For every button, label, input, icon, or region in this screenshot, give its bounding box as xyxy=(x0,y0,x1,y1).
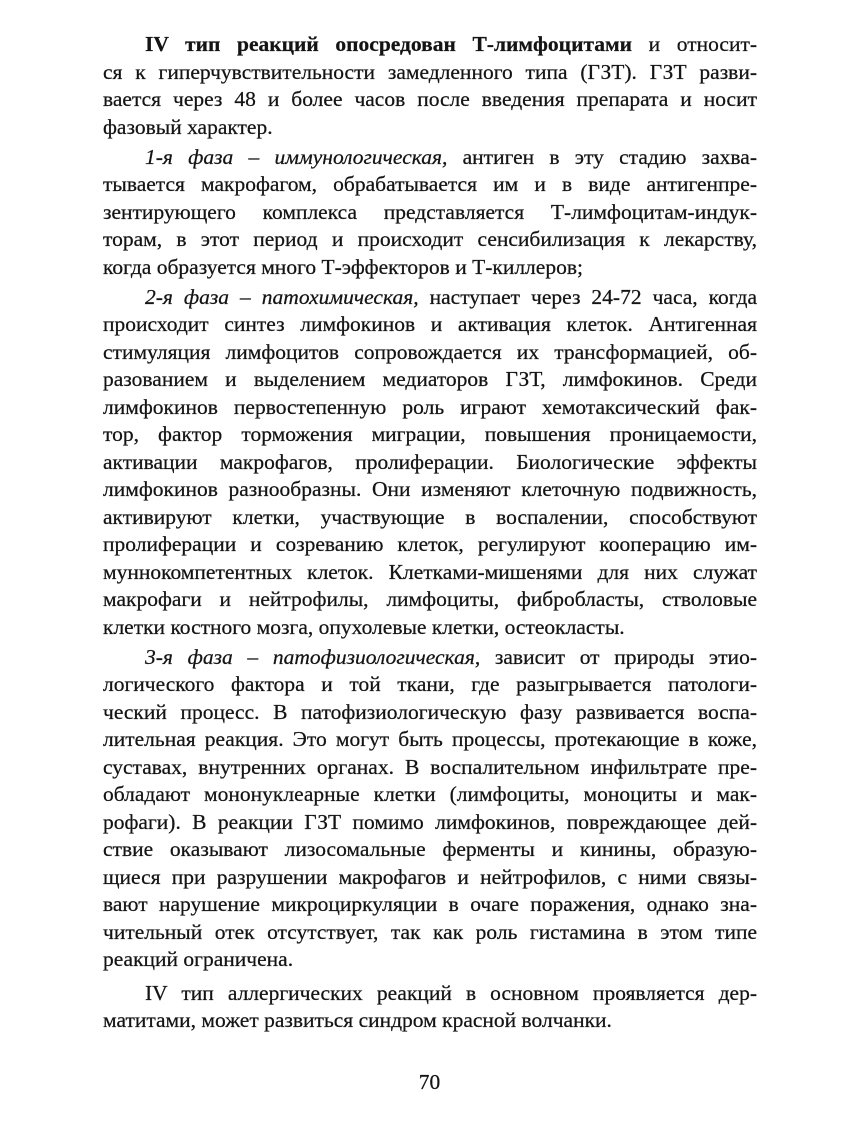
text-line: торам, в этот период и происходит сенсибилизация к лекарству, xyxy=(103,227,757,251)
paragraph-phase-3 xyxy=(103,644,757,974)
text-line xyxy=(103,144,757,172)
paragraph-phase-1 xyxy=(103,144,757,282)
text-line: ся к гиперчувствительности замедленного типа (ГЗТ). ГЗТ разви- xyxy=(103,59,757,84)
text-line: тор, фактор торможения миграции, повышения проницаемости, xyxy=(103,422,757,446)
text-line: вают нарушение микроциркуляции в очаге поражения, однако зна- xyxy=(103,892,757,916)
body-text xyxy=(103,31,757,1035)
text-line: разованием и выделением медиаторов ГЗТ, лимфокинов. Среди xyxy=(103,367,757,391)
text-line xyxy=(103,644,757,672)
text-line: тывается макрофагом, обрабатывается им и в виде антигенпре- xyxy=(103,172,757,196)
line-text: антиген в эту стадию захва- xyxy=(447,144,757,169)
phase-title: 3-я фаза – патофизиологическая, xyxy=(145,644,481,669)
text-line: реакций ограничена. xyxy=(103,947,294,971)
page-number: 70 xyxy=(418,1070,441,1094)
text-line: когда образуется много Т-эффекторов и Т-киллеров; xyxy=(103,254,583,279)
text-line: происходит синтез лимфокинов и активация клеток. Антигенная xyxy=(103,312,757,336)
text-line: рофаги). В реакции ГЗТ помимо лимфокинов, повреждающее дей- xyxy=(103,809,757,834)
bold-lead-phrase: IV тип реакций опосредован Т-лимфоцитами xyxy=(145,32,633,56)
text-line: логического фактора и той ткани, где разыгрывается патологи- xyxy=(103,672,757,696)
text-line xyxy=(103,284,757,312)
text-line xyxy=(103,31,757,59)
text-line: лимфокинов первостепенную роль играют хемотаксический фак- xyxy=(103,394,757,419)
line-text: зависит от природы этио- xyxy=(480,644,757,669)
text-line: ческий процесс. В патофизиологическую фазу развивается воспа- xyxy=(103,699,757,724)
text-line: матитами, может развиться синдром красной волчанки. xyxy=(103,1008,612,1032)
text-line: активации макрофагов, пролиферации. Биологические эффекты xyxy=(103,449,757,474)
line-text: и относит- xyxy=(632,32,758,56)
text-line: зентирующего комплекса представляется Т-лимфоцитам-индук- xyxy=(103,199,757,224)
phase-title: 1-я фаза – иммунологическая, xyxy=(145,144,448,169)
text-line: щиеся при разрушении макрофагов и нейтрофилов, с ними связы- xyxy=(103,864,757,889)
phase-title: 2-я фаза – патохимическая, xyxy=(145,284,419,309)
text-line: пролиферации и созреванию клеток, регулируют кооперацию им- xyxy=(103,532,757,556)
paragraph-type-iv-reaction xyxy=(103,31,757,141)
text-line: фазовый характер. xyxy=(103,114,273,139)
text-line: лительная реакция. Это могут быть процессы, протекающие в коже, xyxy=(103,727,757,751)
text-line: активируют клетки, участвующие в воспалении, способствуют xyxy=(103,504,757,529)
text-line: клетки костного мозга, опухолевые клетки, остеокласты. xyxy=(103,614,625,639)
paragraph-phase-2 xyxy=(103,284,757,642)
text-line: ствие оказывают лизосомальные ферменты и кинины, образую- xyxy=(103,837,757,861)
text-line: чительный отек отсутствует, так как роль гистамина в этом типе xyxy=(103,919,757,944)
text-line: стимуляция лимфоцитов сопровождается их трансформацией, об- xyxy=(103,339,757,364)
text-line: макрофаги и нейтрофилы, лимфоциты, фибробласты, стволовые xyxy=(103,587,757,611)
text-line: обладают мононуклеарные клетки (лимфоциты, моноциты и мак- xyxy=(103,782,757,806)
text-line: вается через 48 и более часов после введения препарата и носит xyxy=(103,87,757,111)
paragraph-conclusion xyxy=(103,980,757,1035)
text-line: суставах, внутренних органах. В воспалительном инфильтрате пре- xyxy=(103,754,757,779)
text-line: лимфокинов разнообразны. Они изменяют клеточную подвижность, xyxy=(103,477,757,501)
text-line: муннокомпетентных клеток. Клетками-мишенями для них служат xyxy=(103,559,757,584)
text-line: IV тип аллергических реакций в основном проявляется дер- xyxy=(145,980,757,1005)
line-text: наступает через 24-72 часа, когда xyxy=(418,284,757,309)
